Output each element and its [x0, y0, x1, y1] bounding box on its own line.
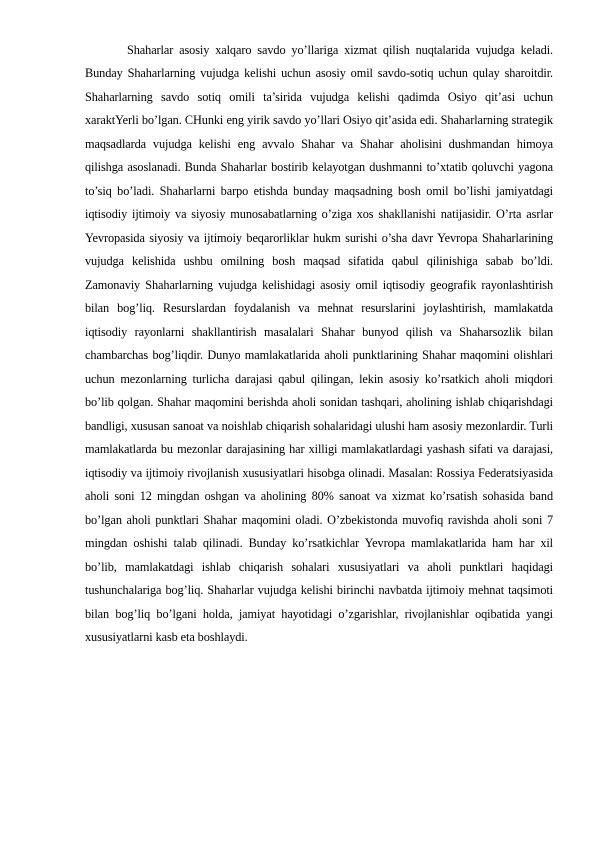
- body-paragraph: Shaharlar asosiy xalqaro savdo yo’llariga xizmat qilish nuqtalarida vujudga keladi. Bunday Shaharlarning vujudga kelishi uchun asosiy omil savdo-sotiq uchun qulay sharoitdir. Shaharlarning savdo sotiq omili ta’sirida vujudga kelishi qadimda Osiyo qit’asi uchun xaraktYerli bo’lgan. CHunki eng yirik savdo yo’llari Osiyo qit’asida edi. Shaharlarning strategik maqsadlarda vujudga kelishi eng avvalo Shahar va Shahar aholisini dushmandan himoya qilishga asoslanadi. Bunda Shaharlar bostirib kelayotgan dushmanni to’xtatib qoluvchi yagona to’siq bo’ladi. Shaharlarni barpo etishda bunday maqsadning bosh omil bo’lishi jamiyatdagi iqtisodiy ijtimoiy va siyosiy munosabatlarning o’ziga xos shakllanishi natijasidir. O’rta asrlar Yevropasida siyosiy va ijtimoiy beqarorliklar hukm surishi o’sha davr Yevropa Shaharlarining vujudga kelishida ushbu omilning bosh maqsad sifatida qabul qilinishiga sabab bo’ldi. Zamonaviy Shaharlarning vujudga kelishidagi asosiy omil iqtisodiy geografik rayonlashtirish bilan bog’liq. Resurslardan foydalanish va mehnat resurslarini joylashtirish, mamlakatda iqtisodiy rayonlarni shakllantirish masalalari Shahar bunyod qilish va Shaharsozlik bilan chambarchas bog’liqdir. Dunyo mamlakatlarida aholi punktlarining Shahar maqomini olishlari uchun mezonlarning turlicha darajasi qabul qilingan, lekin asosiy ko’rsatkich aholi miqdori bo’lib qolgan. Shahar maqomini berishda aholi sonidan tashqari, aholining ishlab chiqarishdagi bandligi, xususan sanoat va noishlab chiqarish sohalaridagi ulushi ham asosiy mezonlardir. Turli mamlakatlarda bu mezonlar darajasining har xilligi mamlakatlardagi yashash sifati va darajasi, iqtisodiy va ijtimoiy rivojlanish xususiyatlari hisobga olinadi. Masalan: Rossiya Federatsiyasida aholi soni 12 mingdan oshgan va aholining 80% sanoat va xizmat ko’rsatish sohasida band bo’lgan aholi punktlari Shahar maqomini oladi. O’zbekistonda muvofiq ravishda aholi soni 7 mingdan oshishi talab qilinadi. Bunday ko’rsatkichlar Yevropa mamlakatlarida ham har xil bo’lib, mamlakatdagi ishlab chiqarish sohalari xususiyatlari va aholi punktlari haqidagi tushunchalariga bog’liq. Shaharlar vujudga kelishi birinchi navbatda ijtimoiy mehnat taqsimoti bilan bog’liq bo’lgani holda, jamiyat hayotidagi o’zgarishlar, rivojlanishlar oqibatida yangi xususiyatlarni kasb eta boshlaydi.: [85, 43, 553, 645]
